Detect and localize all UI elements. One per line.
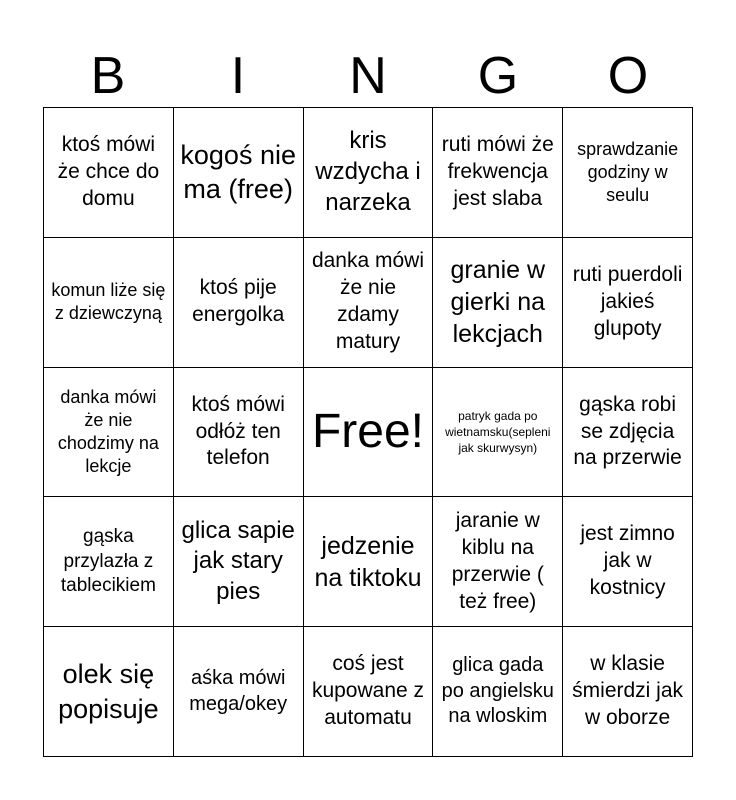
bingo-cell[interactable]: jest zimno jak w kostnicy bbox=[563, 497, 693, 627]
bingo-cell[interactable]: granie w gierki na lekcjach bbox=[433, 238, 563, 368]
bingo-cell[interactable]: sprawdzanie godziny w seulu bbox=[563, 108, 693, 238]
bingo-cell[interactable]: ruti mówi że frekwencja jest slaba bbox=[433, 108, 563, 238]
header-letter-n: N bbox=[349, 47, 387, 105]
header-letter-i: I bbox=[230, 47, 246, 105]
bingo-cell[interactable]: kogoś nie ma (free) bbox=[174, 108, 304, 238]
bingo-cell[interactable]: ruti puerdoli jakieś glupoty bbox=[563, 238, 693, 368]
bingo-cell[interactable]: jaranie w kiblu na przerwie ( też free) bbox=[433, 497, 563, 627]
bingo-cell[interactable]: patryk gada po wietnamsku(sepleni jak skurwysyn) bbox=[433, 368, 563, 498]
header-letter-o: O bbox=[607, 47, 649, 105]
bingo-header bbox=[43, 44, 693, 108]
bingo-cell[interactable]: komun liże się z dziewczyną bbox=[44, 238, 174, 368]
bingo-cell[interactable]: glica gada po angielsku na wloskim bbox=[433, 627, 563, 757]
bingo-cell[interactable]: danka mówi że nie chodzimy na lekcje bbox=[44, 368, 174, 498]
bingo-cell[interactable]: olek się popisuje bbox=[44, 627, 174, 757]
bingo-cell[interactable]: glica sapie jak stary pies bbox=[174, 497, 304, 627]
bingo-cell[interactable]: ktoś pije energolka bbox=[174, 238, 304, 368]
bingo-cell[interactable]: gąska robi se zdjęcia na przerwie bbox=[563, 368, 693, 498]
bingo-cell[interactable]: coś jest kupowane z automatu bbox=[304, 627, 434, 757]
bingo-cell[interactable]: w klasie śmierdzi jak w oborze bbox=[563, 627, 693, 757]
header-letter-b: B bbox=[90, 47, 126, 105]
bingo-cell[interactable]: danka mówi że nie zdamy matury bbox=[304, 238, 434, 368]
bingo-cell[interactable]: ktoś mówi odłóż ten telefon bbox=[174, 368, 304, 498]
bingo-cell[interactable]: kris wzdycha i narzeka bbox=[304, 108, 434, 238]
free-space-cell[interactable]: Free! bbox=[304, 368, 434, 498]
bingo-grid bbox=[43, 107, 693, 757]
header-letter-g: G bbox=[477, 47, 519, 105]
bingo-cell[interactable]: gąska przylazła z tablecikiem bbox=[44, 497, 174, 627]
bingo-cell[interactable]: aśka mówi mega/okey bbox=[174, 627, 304, 757]
bingo-cell[interactable]: ktoś mówi że chce do domu bbox=[44, 108, 174, 238]
bingo-cell[interactable]: jedzenie na tiktoku bbox=[304, 497, 434, 627]
